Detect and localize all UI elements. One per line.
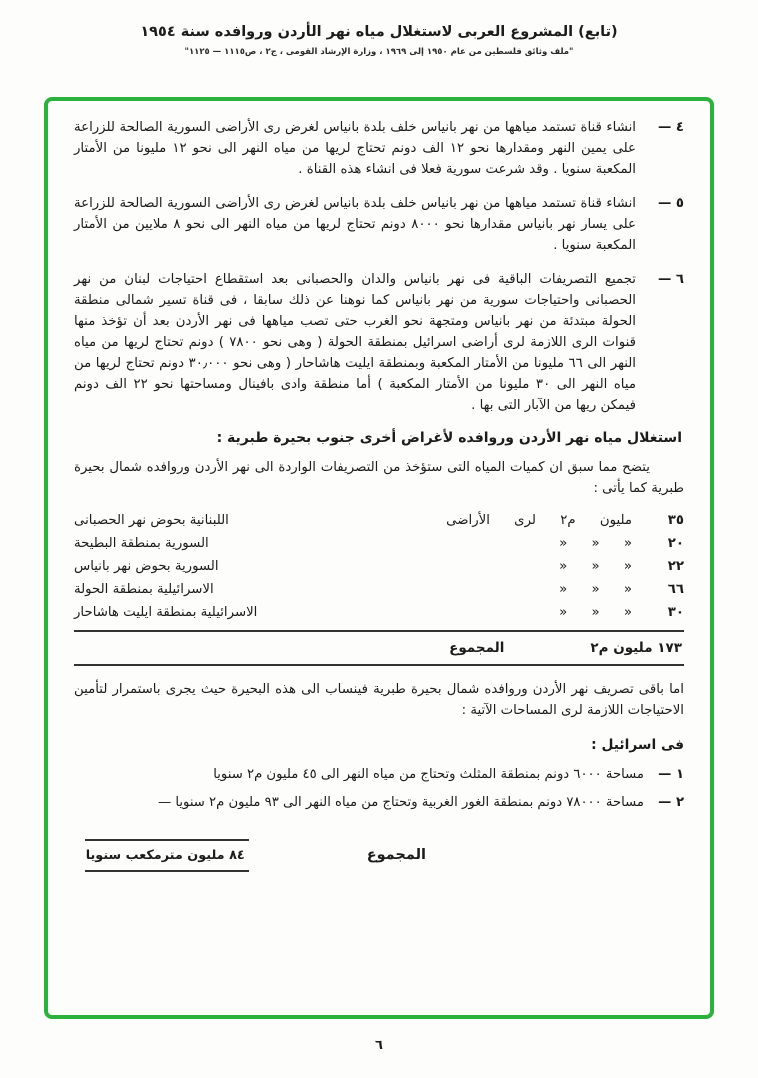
item-text: مساحة ٧٨٠٠٠ دونم بمنطقة الغور الغربية وتحتاج من مياه النهر الى ٩٣ مليون م٢ سنويا —	[157, 794, 644, 810]
section-heading: استغلال مياه نهر الأردن وروافده لأغراض أخرى جنوب بحيرة طبرية :	[216, 430, 682, 446]
item-number: ٢ —	[658, 794, 684, 810]
amount-cell: ٣٠	[667, 604, 684, 620]
amount-cell: ٢٢	[667, 558, 684, 574]
page-number: ٦	[375, 1038, 383, 1053]
grand-total-row	[74, 839, 684, 872]
paragraph-text: تجميع التصريفات الباقية فى نهر بانياس والدان والحصبانى بعد استقطاع احتياجات لبنان من نهر الحصبانى واحتياجات سورية من نهر بانياس كما نوهنا عن ذلك سابقا ، فى قناة تسير شمالى منطقة الحولة مبتدئة من نهر بانياس ومتجهة نحو الغرب حتى تصب مياهها فى نهر الأردن بعد أن تؤخذ منها قنوات الرى اللازمة لرى أراضى اسرائيل بمنطقة الحولة ( وهى نحو ٧٨٠٠ ) دونم تحتاج لريها من مياه النهر الى ٦٦ مليونا من الأمتار المكعبة وبمنطقة ايليت هاشاحار ( وهى نحو ٣٠٫٠٠٠ دونم تحتاج لريها من مياه النهر الى ٣٠ مليونا من الأمتار المكعبة ) أما منطقة وادى بافينال ومساحتها نحو ٢٢ الف دونم فيمكن ريها من الآبار التى بها .	[74, 272, 636, 413]
numbered-paragraph-6	[74, 269, 684, 416]
table-row	[74, 559, 684, 574]
israel-item-2	[74, 793, 684, 813]
area-cell: السورية بحوض نهر بانياس	[74, 558, 219, 574]
table-total-row	[74, 630, 684, 666]
paragraph-text: انشاء قناة تستمد مياهها من نهر بانياس خلف بلدة بانياس لغرض رى الأراضى السورية الصالحة للزراعة على يسار نهر بانياس مقدارها نحو ٨٠٠٠ دونم تحتاج لريها من مياه النهر الى نحو ٨ ملايين من الأمتار المكعبة سنويا .	[74, 196, 636, 253]
grand-total-value: ٨٤ مليون مترمكعب سنويا	[85, 839, 249, 872]
numbered-paragraph-5	[74, 193, 684, 256]
israel-heading: فى اسرائيل :	[591, 737, 684, 754]
table-row	[74, 536, 684, 551]
document-title: (تابع) المشروع العربى لاستغلال مياه نهر الأردن وروافده سنة ١٩٥٤	[140, 24, 618, 40]
closing-paragraph: اما باقى تصريف نهر الأردن وروافده شمال بحيرة طبرية فينساب الى هذه البحيرة حيث يجرى باستمرار لتأمين الاحتياجات اللازمة لرى المساحات الآتية :	[74, 681, 684, 718]
paragraph-text: انشاء قناة تستمد مياهها من نهر بانياس خلف بلدة بانياس لغرض رى الأراضى السورية الصالحة للزراعة على يمين النهر ومقدارها نحو ١٢ الف دونم تحتاج لريها من مياه النهر الى نحو ١٢ مليونا من الأمتار المكعبة سنويا . وقد شرعت سورية فعلا فى انشاء هذه القناة .	[74, 120, 636, 177]
area-cell: السورية بمنطقة البطيحة	[74, 535, 209, 551]
amount-cell: ٣٥	[667, 512, 684, 528]
item-number: ١ —	[658, 767, 684, 783]
amount-cell: ٦٦	[667, 581, 684, 597]
page-header	[0, 24, 758, 57]
unit-cell: مليون م٢ لرى الأراضى	[446, 512, 632, 528]
unit-cell: « « «	[559, 581, 632, 597]
total-amount: ١٧٣ مليون م٢	[590, 639, 682, 656]
amount-cell: ٢٠	[667, 535, 684, 551]
table-row	[74, 513, 684, 528]
table-row	[74, 582, 684, 597]
israel-item-1	[74, 765, 684, 785]
area-cell: اللبنانية بحوض نهر الحصبانى	[74, 512, 229, 528]
water-allocation-table	[74, 513, 684, 620]
paragraph-number: ٦ —	[657, 272, 684, 287]
unit-cell: « « «	[559, 535, 632, 551]
numbered-paragraph-4	[74, 117, 684, 180]
green-border-frame	[44, 97, 714, 1019]
table-row	[74, 605, 684, 620]
paragraph-number: ٤ —	[657, 120, 684, 135]
area-cell: الاسرائيلية بمنطقة ايليت هاشاحار	[74, 604, 258, 620]
grand-total-label: المجموع	[366, 847, 426, 864]
paragraph-number: ٥ —	[657, 196, 684, 211]
unit-cell: « « «	[559, 604, 632, 620]
total-label: المجموع	[449, 639, 505, 656]
intro-paragraph: يتضح مما سبق ان كميات المياه التى ستؤخذ من التصريفات الواردة الى نهر الأردن وروافده شمال بحيرة طبرية كما يأتى :	[74, 460, 684, 497]
unit-cell: « « «	[559, 558, 632, 574]
area-cell: الاسرائيلية بمنطقة الحولة	[74, 581, 214, 597]
source-citation: "ملف وثائق فلسطين من عام ١٩٥٠ إلى ١٩٦٩ ، وزارة الإرشاد القومى ، ج٢ ، ص١١١٥ — ١١٢٥"	[184, 47, 574, 57]
item-text: مساحة ٦٠٠٠ دونم بمنطقة المثلث وتحتاج من مياه النهر الى ٤٥ مليون م٢ سنويا	[213, 767, 644, 783]
